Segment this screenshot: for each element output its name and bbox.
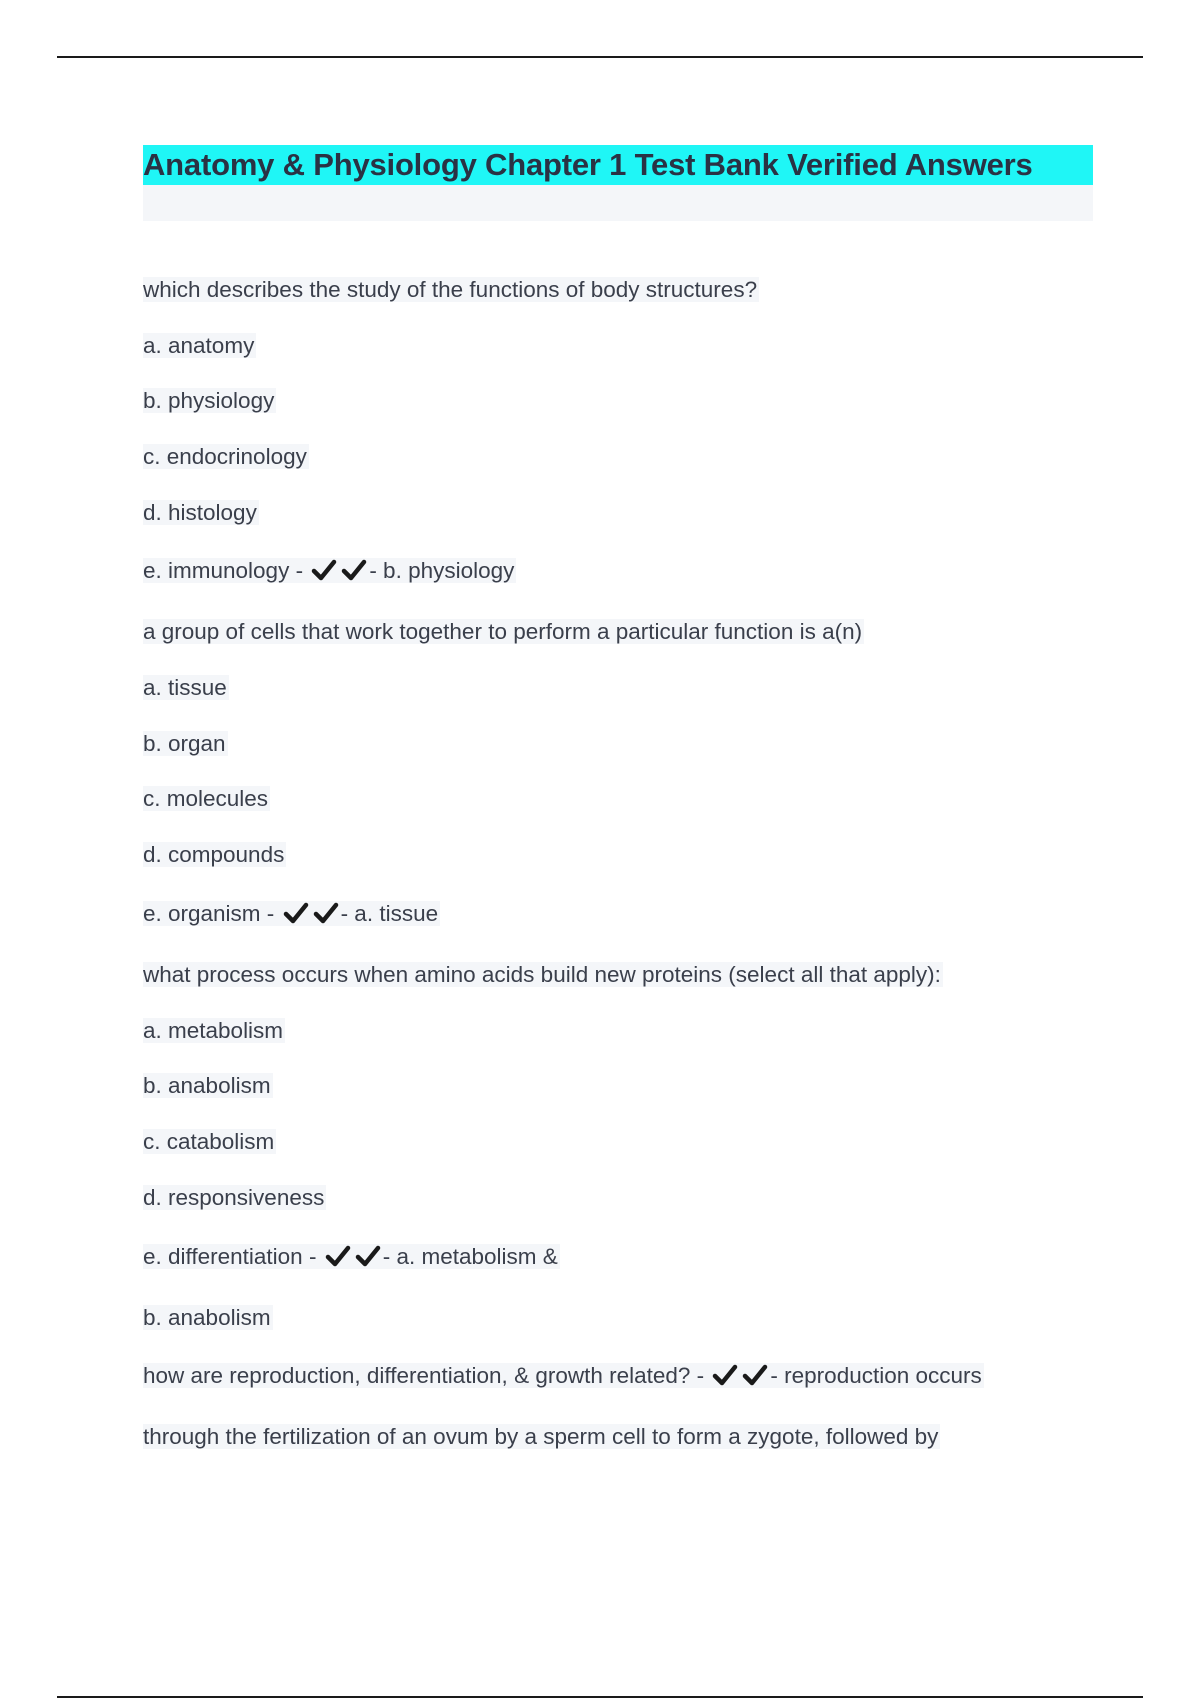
checkmark-icon [712,1363,738,1387]
question-2-option-a [143,671,229,705]
question-4-text [143,1359,984,1393]
question-1-option-d [143,496,259,530]
option-label: a. metabolism [143,1018,284,1043]
checkmark-icon [313,901,339,925]
answer-text: - a. tissue [340,901,439,926]
question-1-option-c [143,440,309,474]
question-4-label: how are reproduction, differentiation, & growth related? - [143,1363,711,1388]
question-3-option-d [143,1181,326,1215]
top-rule [57,56,1143,58]
question-1-text [143,273,759,307]
option-label: b. organ [143,731,226,756]
question-1-option-b [143,384,276,418]
question-2-label: a group of cells that work together to perform a particular function is a(n) [143,619,863,644]
title-block [143,145,1093,221]
checkmark-icon [311,558,337,582]
question-3-label: what process occurs when amino acids build new proteins (select all that apply): [143,962,941,987]
option-label: c. endocrinology [143,444,307,469]
question-2-option-d [143,838,286,872]
answer-text: b. anabolism [143,1305,271,1330]
question-4-answer-continued [143,1420,940,1454]
checkmark-icon [325,1244,351,1268]
option-label: d. responsiveness [143,1185,325,1210]
option-label: c. molecules [143,786,269,811]
option-label: c. catabolism [143,1129,275,1154]
question-2-option-b [143,727,228,761]
bottom-rule [57,1696,1143,1698]
question-2-option-e-answer [143,897,440,931]
question-2-option-c [143,782,270,816]
option-label: a. anatomy [143,333,255,358]
answer-text: - b. physiology [369,558,515,583]
question-1-label: which describes the study of the functions of body structures? [143,277,758,302]
page-title: Anatomy & Physiology Chapter 1 Test Bank Verified Answers [143,145,1093,185]
option-label: d. histology [143,500,257,525]
question-3-text [143,958,943,992]
question-2-text [143,615,864,649]
checkmark-icon [355,1244,381,1268]
question-3-option-e-answer [143,1240,560,1274]
checkmark-icon [341,558,367,582]
question-3-answer-continued [143,1301,273,1335]
checkmark-icon [742,1363,768,1387]
question-3-option-a [143,1014,285,1048]
question-3-option-c [143,1125,276,1159]
answer-text: through the fertilization of an ovum by a sperm cell to form a zygote, followed by [143,1424,939,1449]
option-label: e. organism - [143,901,281,926]
option-label: b. physiology [143,388,275,413]
answer-text: - a. metabolism & [382,1244,558,1269]
option-label: e. differentiation - [143,1244,323,1269]
option-label: b. anabolism [143,1073,271,1098]
option-label: a. tissue [143,675,227,700]
checkmark-icon [283,901,309,925]
option-label: e. immunology - [143,558,310,583]
question-3-option-b [143,1069,273,1103]
question-1-option-a [143,329,256,363]
question-1-option-e-answer [143,554,516,588]
option-label: d. compounds [143,842,285,867]
answer-text: - reproduction occurs [770,1363,982,1388]
